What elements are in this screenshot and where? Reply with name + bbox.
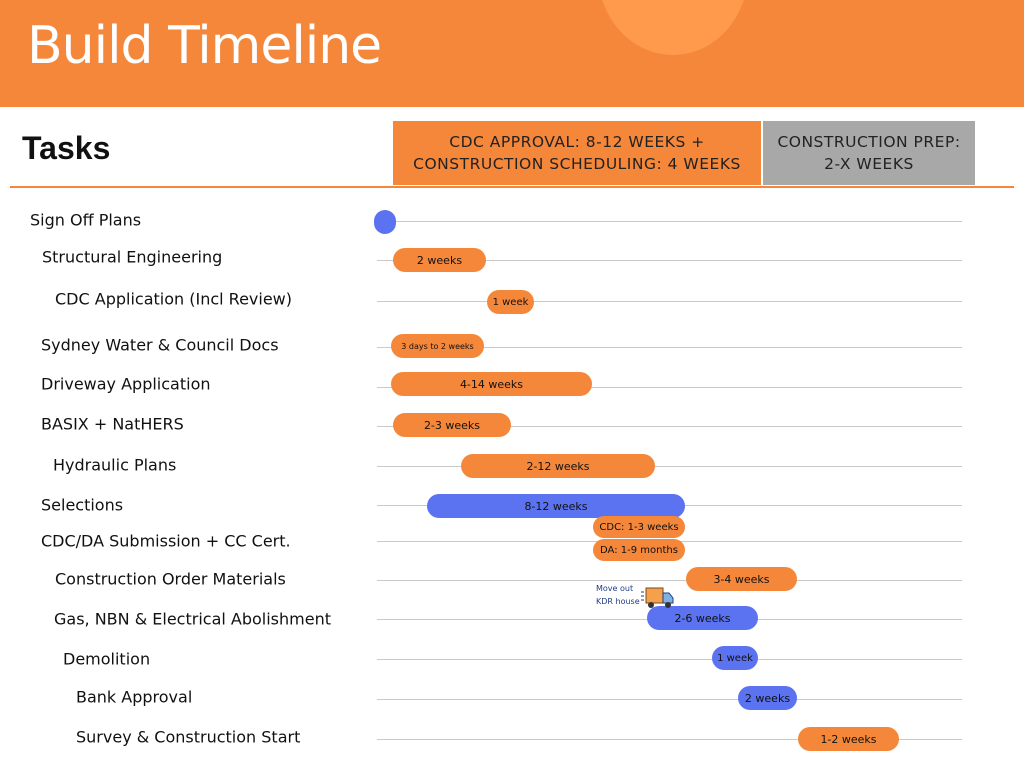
gantt-bar: DA: 1-9 months (593, 539, 685, 561)
task-label: Selections (41, 495, 124, 515)
phase-cdc-approval (393, 121, 761, 185)
gantt-row-gridline (377, 221, 962, 222)
truck-icon (641, 586, 675, 610)
gantt-bar: CDC: 1-3 weeks (593, 516, 685, 538)
gantt-bar: 1 week (487, 290, 534, 314)
phase-line-2: CONSTRUCTION SCHEDULING: 4 WEEKS (413, 155, 741, 173)
gantt-bar: 2 weeks (738, 686, 797, 710)
header-banner (0, 0, 1024, 107)
gantt-bar (374, 210, 396, 234)
task-label: Construction Order Materials (55, 569, 286, 589)
annotation-line-2: KDR house (596, 597, 640, 606)
phase-construction-prep (763, 121, 975, 185)
decorative-circle (598, 0, 748, 55)
gantt-bar: 2-12 weeks (461, 454, 655, 478)
task-label: CDC/DA Submission + CC Cert. (41, 531, 291, 551)
phase-line-1: CONSTRUCTION PREP: (777, 133, 961, 151)
gantt-bar: 3-4 weeks (686, 567, 797, 591)
tasks-heading: Tasks (22, 130, 111, 166)
task-label: Sign Off Plans (30, 210, 142, 230)
task-label: Bank Approval (76, 687, 193, 707)
task-label: Hydraulic Plans (53, 455, 177, 475)
page-title: Build Timeline (27, 16, 382, 76)
task-label: Sydney Water & Council Docs (41, 335, 279, 355)
gantt-bar: 3 days to 2 weeks (391, 334, 484, 358)
task-label: BASIX + NatHERS (41, 414, 184, 434)
task-label: Structural Engineering (42, 247, 223, 267)
gantt-bar: 1-2 weeks (798, 727, 899, 751)
gantt-row-gridline (377, 580, 962, 581)
gantt-bar: 2 weeks (393, 248, 486, 272)
gantt-bar: 2-3 weeks (393, 413, 511, 437)
task-label: CDC Application (Incl Review) (55, 289, 292, 309)
task-label: Driveway Application (41, 374, 211, 394)
gantt-bar: 8-12 weeks (427, 494, 685, 518)
gantt-row-gridline (377, 659, 962, 660)
phase-line-2: 2-X WEEKS (824, 155, 914, 173)
gantt-bar: 4-14 weeks (391, 372, 592, 396)
task-label: Gas, NBN & Electrical Abolishment (54, 609, 331, 629)
gantt-row-gridline (377, 699, 962, 700)
phase-line-1: CDC APPROVAL: 8-12 WEEKS + (449, 133, 705, 151)
annotation-line-1: Move out (596, 584, 634, 593)
gantt-bar: 1 week (712, 646, 758, 670)
gantt-bar: 2-6 weeks (647, 606, 758, 630)
header-divider (10, 186, 1014, 188)
task-label: Survey & Construction Start (76, 727, 301, 747)
task-label: Demolition (63, 649, 151, 669)
gantt-row-gridline (377, 301, 962, 302)
